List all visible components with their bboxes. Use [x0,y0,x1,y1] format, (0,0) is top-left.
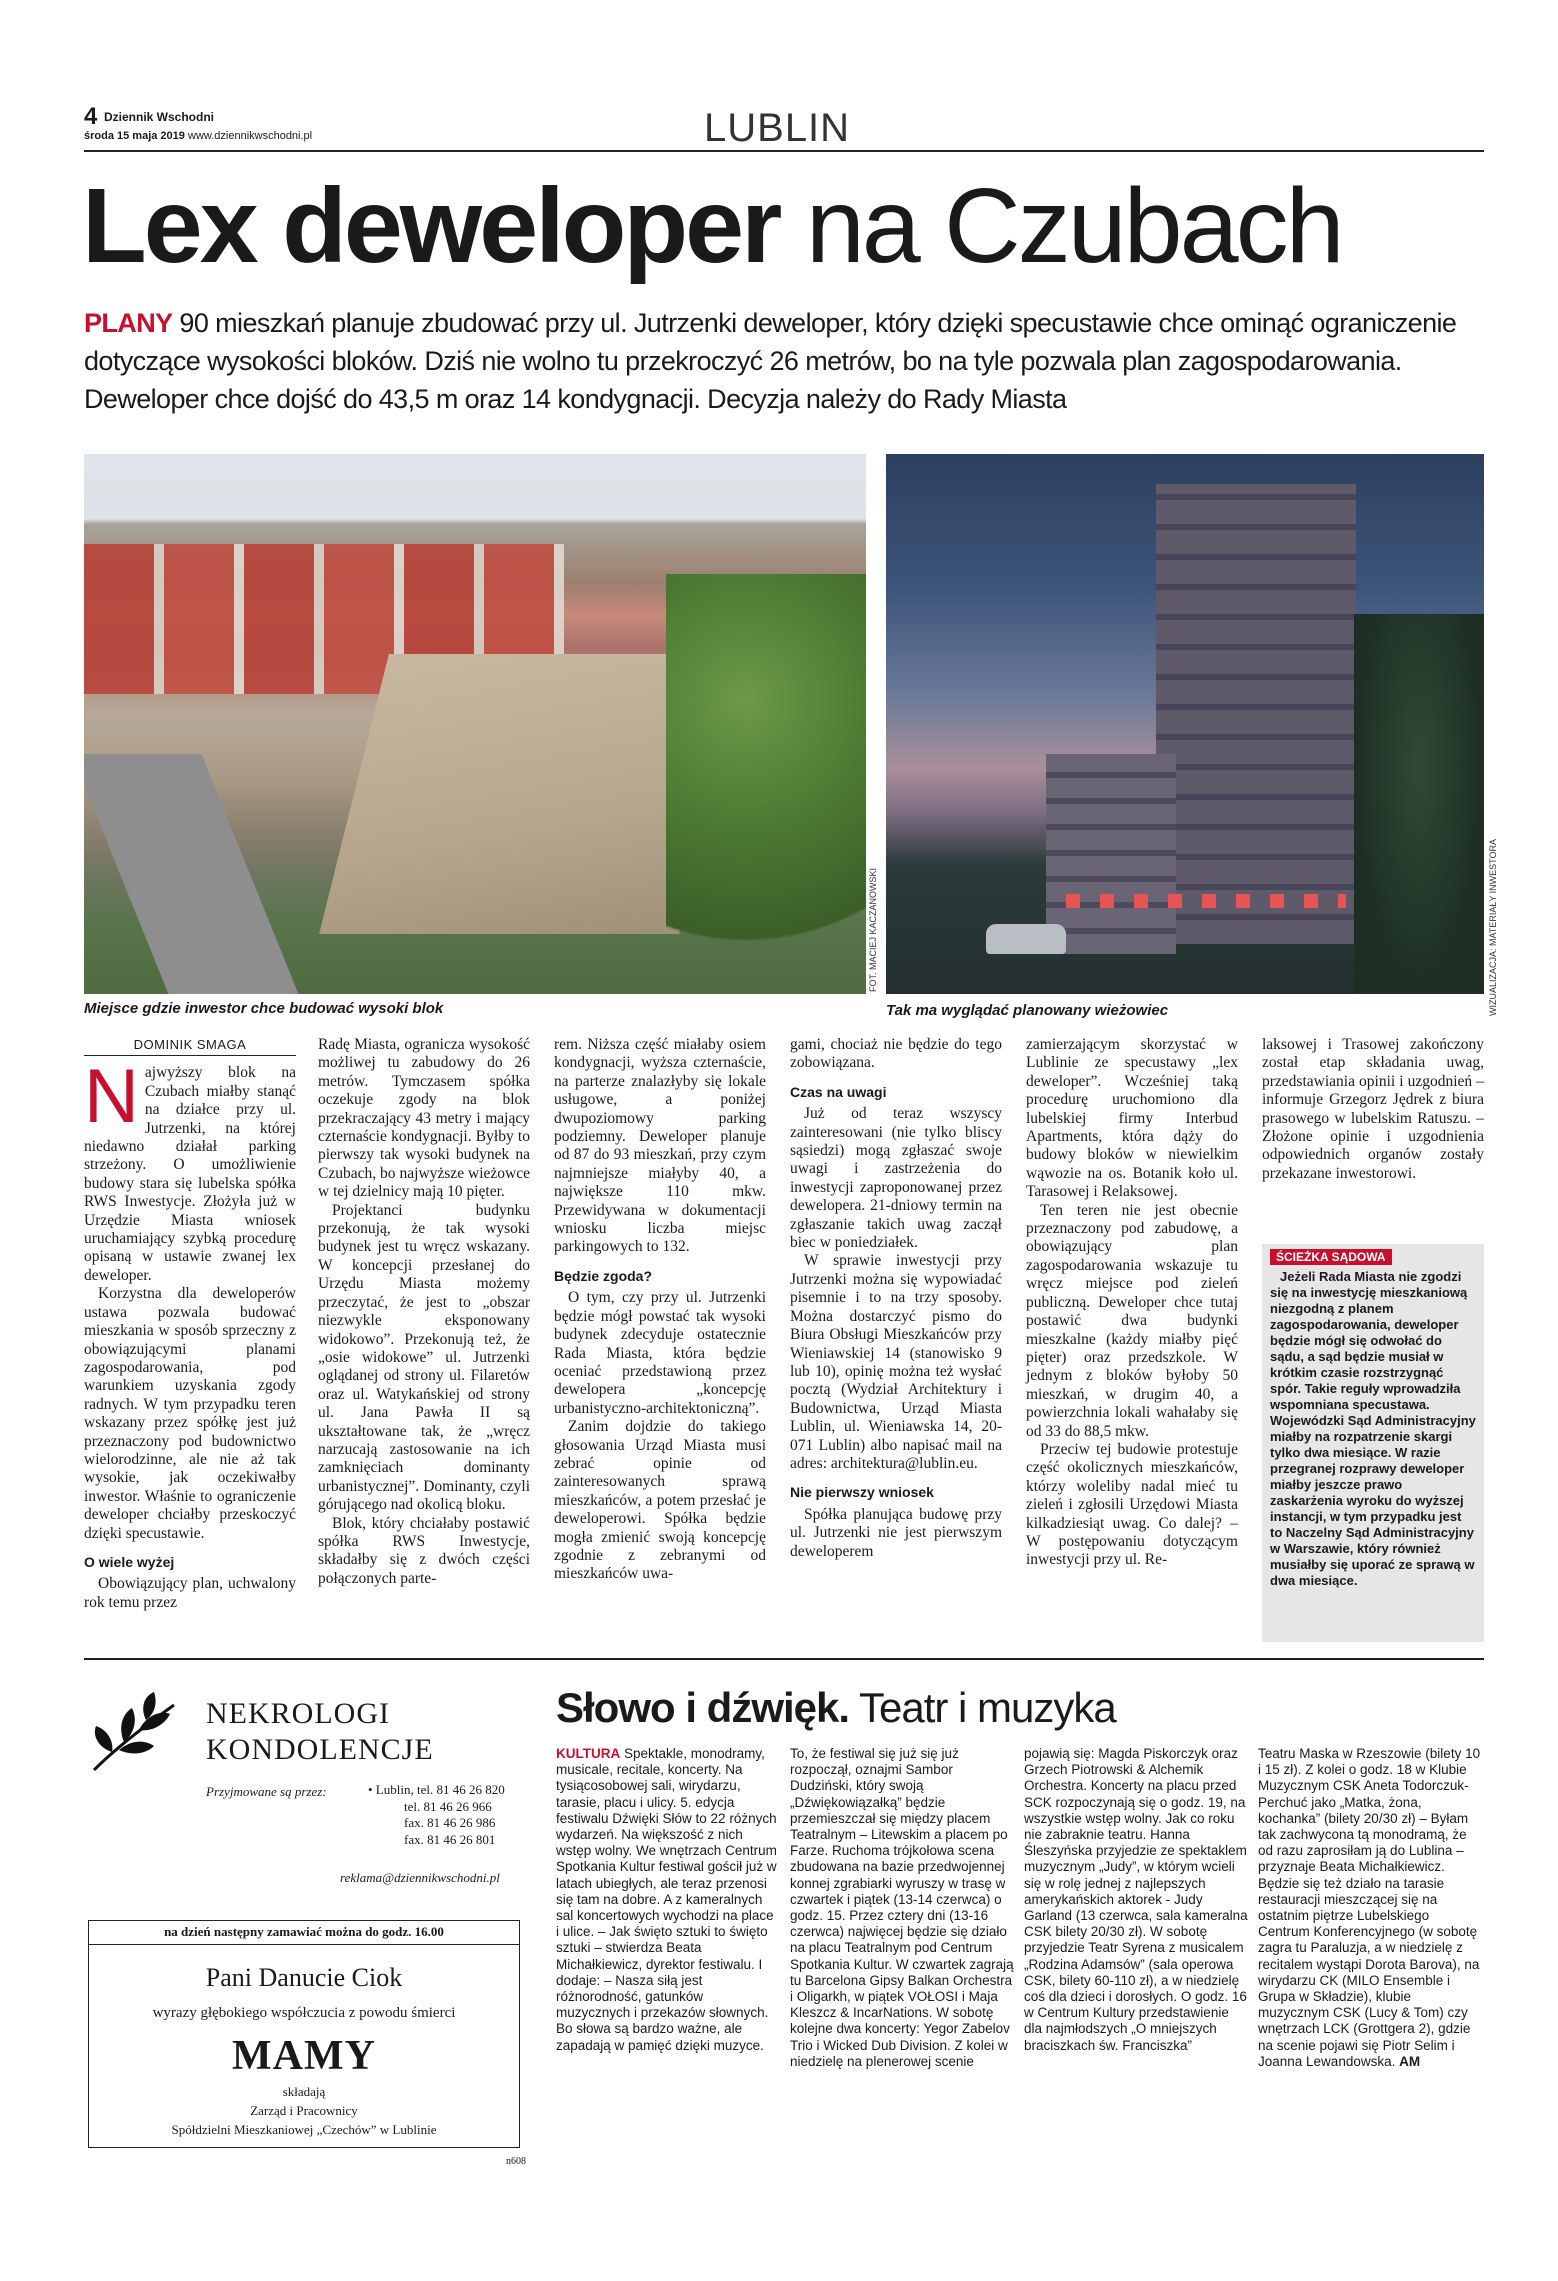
paragraph: Przeciw tej budowie protestuje część okolicznych mieszkańców, którzy woleliby nadal mieć tu zieleń i zgłosili Urzędowi Miasta kilkadziesiąt uwag. Co dalej? – W postępowaniu dotyczącym inwestycji przy ul. Re- [1026,1440,1238,1569]
subheading: Będzie zgoda? [554,1267,653,1284]
lead-text: 90 mieszkań planuje zbudować przy ul. Jutrzenki deweloper, który dzięki specustawie chce ominąć ograniczenie dotyczące wysokości bloków. Dziś nie wolno tu przekroczyć 26 metrów, bo na tyle pozwala plan zagospodarowania. Deweloper chce dojść do 43,5 m oraz 14 kondygnacji. Decyzja należy do Rady Miasta [84,308,1457,414]
condolence-sklada: składają [282,2084,326,2099]
photo-caption-right: Tak ma wyglądać planowany wieżowiec [886,1002,1169,1019]
byline: DOMINIK SMAGA [84,1036,296,1056]
photo-detail-road [84,754,307,994]
culture-column-1 [556,1746,780,2054]
culture-signature: AM [1399,2053,1421,2069]
culture-headline-normal: Teatr i muzyka [858,1684,1116,1731]
photo-parking-lot [84,454,866,994]
paragraph: O tym, czy przy ul. Jutrzenki będzie mógł powstać tak wysoki budynek zdecyduje ostatecznie Rada Miasta, która będzie oceniać przedstawioną przez dewelopera „koncepcję urbanistyczno-architektoniczną”. [554,1289,766,1417]
paragraph: Ten teren nie jest obecnie przeznaczony pod zabudowę, a obowiązujący plan zagospodarowania wskazuje tu wręcz miejsce pod zieleń publiczną. Deweloper chce tutaj postawić dwa budynki mieszkalne (każdy miałby pięć pięter) oraz przedszkole. W jednym z bloków byłoby 50 mieszkań, w drugim 40, a powierzchnia lokali wahałaby się od 33 do 88,5 mkw. [1026,1201,1238,1440]
paragraph: laksowej i Trasowej zakończony został etap składania uwag, przedstawiania opinii i uzgodnień – informuje Grzegorz Jędrek z biura prasowego w lubelskim Ratuszu. – Złożone opinie i uzgodnienia odpowiednich organów zostały przekazane inwestorowi. [1262,1036,1484,1182]
article-column-4 [790,1036,1002,1561]
photo-detail-car [986,924,1066,954]
article-column-2 [318,1036,530,1588]
paragraph: rem. Niższa część miałaby osiem kondygnacji, wyższa czternaście, na parterze znalazłyby się lokale usługowe, a poniżej dwupoziomowy parking podziemny. Deweloper planuje od 87 do 93 mieszkań, przy czym najmniejsze miałyby 40, a największe 110 mkw. Przewidywana w dokumentacji wniosku liczba miejsc parkingowych to 132. [554,1036,766,1256]
dropcap: N [84,1054,139,1140]
culture-headline-bold: Słowo i dźwięk. [556,1684,850,1731]
paragraph: Projektanci budynku przekonują, że tak wysoki budynek jest tu wręcz wskazany. W koncepcji przesłanej do Urzędu Miasta możemy przeczytać, że jest to „obszar niezwykle eksponowany widokowo”. Przekonują też, że „osie widokowe” ul. Jutrzenki oglądanej od strony ul. Filaretów oraz ul. Watykańskiej od strony ul. Jana Pawła II są ukształtowane tak, że „wręcz narzucają zastosowanie na ich zamknięciach dominanty urbanistycznej”. Dominanty, czyli górującego nad okolicą bloku. [318,1201,530,1514]
paragraph: W sprawie inwestycji przy Jutrzenki można się wypowiadać pisemnie i to na trzy sposoby. Można dostarczyć pismo do Biura Obsługi Mieszkańców przy Wieniawskiej 14 (stanowisko 9 lub 10), opinię można też wysłać pocztą (Wydział Architektury i Budownictwa, Urząd Miasta Lublin, ul. Wieniawska 14, 20-071 Lublin) albo napisać mail na adres: architektura@lublin.eu. [790,1252,1002,1472]
obituary-accepted-label: Przyjmowane są przez: [206,1784,327,1799]
obituary-title-line-2: KONDOLENCJE [206,1733,434,1766]
obituary-phones [368,1782,505,1848]
photo-detail-tower [1156,484,1356,944]
condolence-text: wyrazy głębokiego współczucia z powodu śmierci [152,2005,456,2021]
sidebox-tag: ŚCIEŻKA SĄDOWA [1270,1249,1392,1265]
leaf-ornament-icon [84,1690,184,1780]
order-note: na dzień następny zamawiać można do godz. 16.00 [89,1921,519,1945]
phone-line: fax. 81 46 26 801 [404,1831,496,1847]
culture-text: Spektakle, monodramy, musicale, recitale, koncerty. Na tysiącosobowej sali, wirydarzu, tarasie, placu i ulicy. 5. edycja festiwalu Dźwięki Słów to 22 różnych wydarzeń. Na większość z nich wstęp wolny. We wnętrzach Centrum Spotkania Kultur festiwal gościł już w latach ubiegłych, ale teraz przenosi się tam na dobre. A z kameralnych sal koncertowych wychodzi na place i ulice. – Jak święto sztuki to święto sztuki – stwierdza Beata Michałkiewicz, dyrektor festiwalu. I dodaje: – Nasza siłą jest różnorodność, gatunków muzycznych i przekazów słownych. Bo słowa są bardzo ważne, ale zapadają w pamięć dzięki muzyce. [556,1746,777,2053]
paragraph: gami, chociaż nie będzie do tego zobowiązana. [790,1036,1002,1072]
condolence-coop: Spółdzielni Mieszkaniowej „Czechów” w Lublinie [171,2122,437,2137]
masthead [84,103,1484,152]
culture-column-2 [790,1746,1014,2070]
photo-caption-left: Miejsce gdzie inwestor chce budować wysoki blok [84,1000,444,1017]
culture-kicker: KULTURA [556,1746,621,1761]
culture-text: To, że festiwal się już się już rozpoczął, oznajmi Sambor Dudziński, który swoją „Dźwiękowiązałką” będzie przemieszczał się między placem Teatralnym – Litewskim a placem po Farze. Ruchoma trójkołowa scena zbudowana na bazie przedwojennej konnej zgrabiarki wyruszy w trasę w czwartek i piątek (13-14 czerwca) o godz. 15. Przez cztery dni (13-16 czerwca) najwięcej będzie się działo na placu Teatralnym pod Centrum Spotkania Kultur. W czwartek zagrają tu Barcelona Gipsy Balkan Orchestra i Oligarkh, w piątek VOŁOSI i Maja Kleszcz & IncarNations. W sobotę kolejne dwa koncerty: Yegor Zabelov Trio i Wicked Dub Division. Z kolei w niedzielę na plenerowej scenie [790,1746,1014,2069]
photo-detail-lower-block [1046,754,1176,954]
header-rule [84,150,1484,152]
sidebox-court-path [1262,1244,1484,1642]
culture-text: Teatru Maska w Rzeszowie (bilety 10 i 15 zł). Z kolei o godz. 18 w Klubie Muzycznym CSK Aneta Todorczuk-Perchuć jako „Matka, żona, kochanka” (bilety 20/30 zł) – Byłam tak zachwycona tą monodramą, że od razu zaprosiłam ją do Lublina – przyznaje Beata Michałkiewicz. Będzie się też działo na tarasie restauracji mieszczącej się na ostatnim piętrze Lubelskiego Centrum Konferencyjnego (w sobotę zagra tu Paraluzja, a w niedzielę z recitalem wystąpi Dorota Barova), na wirydarzu CK (MILO Ensemble i Grupa w Składzie), klubie muzycznym CSK (Lucy & Tom) czy wnętrzach LCK (Grottgera 2), gdzie na scenie pojawi się Piotr Selim i Joanna Lewandowska. [1258,1746,1481,2069]
page-number: 4 [84,103,98,130]
subheading: Nie pierwszy wniosek [790,1484,934,1501]
article-column-3 [554,1036,766,1584]
obituary-title [206,1696,434,1768]
paper-name: Dziennik Wschodni [104,110,215,124]
subheading: O wiele wyżej [84,1553,175,1570]
obituary-email[interactable]: reklama@dziennikwschodni.pl [340,1870,500,1885]
section-title: LUBLIN [704,106,851,150]
condolence-board: Zarząd i Pracownicy [250,2103,358,2118]
paragraph: Spółka planująca budowę przy ul. Jutrzenki nie jest pierwszym deweloperem [790,1505,1002,1560]
condolence-notice [88,1920,520,2148]
condolence-recipient: Pani Danucie Ciok [205,1963,403,1992]
phone-line: tel. 81 46 26 966 [404,1798,492,1814]
photo-detail-lights [1066,894,1346,908]
paragraph: Blok, który chciałaby postawić spółka RWS Inwestycje, składałby się z dwóch części połączonych parte- [318,1514,530,1587]
paragraph: Radę Miasta, ogranicza wysokość możliwej tu zabudowy do 26 metrów. Tymczasem spółka oczekuje zgody na blok przekraczający 43 metry i mający czternaście kondygnacji. Byłby to pierwszy tak wysoki budynek na Czubach, bo najwyższe wieżowce w tej dzielnicy mają 10 pięter. [318,1036,530,1201]
paragraph: zamierzającym skorzystać w Lublinie ze specustawy „lex deweloper”. Wcześniej taką procedurę uruchomiono dla lubelskiej firmy Interbud Apartments, która dąży do budowy bloków w niewielkim wąwozie na os. Botanik koło ul. Tarasowej i Relaksowej. [1026,1036,1238,1201]
article-column-1 [84,1036,296,1612]
issue-date: środa 15 maja 2019 [84,130,185,142]
paragraph: ajwyższy blok na Czubach miałby stanąć na działce przy ul. Jutrzenki, na której niedawno działał parking strzeżony. O umożliwienie budowy stara się lubelska spółka RWS Inwestycje. Złożyła już w Urzędzie Miasta wniosek uruchamiający szybką procedurę opisaną w ustawie zwanej lex deweloper. [84,1064,296,1284]
paragraph: Już od teraz wszyscy zainteresowani (nie tylko bliscy sąsiedzi) mogą zgłaszać swoje uwagi i zastrzeżenia do inwestycji zaproponowanej przez dewelopera. 21-dniowy termin na zgłaszanie takich uwag zaczął biec w poniedziałek. [790,1105,1002,1252]
headline-bold: Lex deweloper [82,167,780,285]
headline-normal: na Czubach [805,167,1342,285]
photo-tower-visualization [886,454,1484,994]
phone-line: fax. 81 46 26 986 [404,1815,496,1830]
paper-url[interactable]: www.dziennikwschodni.pl [188,130,313,142]
culture-column-4 [1258,1746,1482,2070]
subheading: Czas na uwagi [790,1083,887,1100]
photo-detail-trees [666,574,866,994]
article-headline [82,168,1502,284]
lead-kicker: PLANY [84,308,173,338]
obituary-title-line-1: NEKROLOGI [206,1697,390,1730]
photo-credit-right: WIZUALIZACJA: MATERIAŁY INWESTORA [1488,838,1498,1016]
condolence-deceased: MAMY [232,2033,376,2079]
article-column-6 [1262,1036,1484,1183]
sidebox-text: Jeżeli Rada Miasta nie zgodzi się na inwestycję mieszkaniową niezgodną z planem zagospodarowania, deweloper będzie mógł się odwołać do sądu, a sąd będzie musiał w krótkim czasie rozstrzygnąć spór. Takie reguły wprowadziła wspomniana specustawa. Wojewódzki Sąd Administracyjny miałby na rozpatrzenie skargi tylko dwa miesiące. W razie przegranej rozprawy deweloper miałby jeszcze prawo zaskarżenia wyroku do wyższej instancji, w tym przypadku jest to Naczelny Sąd Administracyjny w Warszawie, który również musiałby się uporać ze sprawą w dwa miesiące. [1270,1269,1476,1588]
ad-code: n608 [506,2156,526,2167]
paragraph: Obowiązujący plan, uchwalony rok temu przez [84,1575,296,1611]
culture-headline [556,1684,1116,1732]
article-lead [84,304,1484,418]
article-column-5 [1026,1036,1238,1570]
section-divider [84,1658,1484,1660]
photo-detail-trees-dark [1354,614,1484,994]
phone-line: • Lublin, tel. 81 46 26 820 [368,1782,505,1797]
photo-credit-left: FOT. MACIEJ KACZANOWSKI [868,867,878,992]
paragraph: Zanim dojdzie do takiego głosowania Urząd Miasta musi zebrać opinie od zainteresowanych sprawą mieszkańców, a potem przesłać je deweloperowi. Spółka będzie mogła zmienić swoją koncepcję zgodnie z zebranymi od mieszkańców uwa- [554,1418,766,1583]
culture-column-3 [1024,1746,1248,2054]
paragraph: Korzystna dla deweloperów ustawa pozwala budować mieszkania w sposób sprzeczny z obowiązującymi planami zagospodarowania, pod warunkiem uzyskania zgody radnych. W tym przypadku teren wskazany przez spółkę jest już przeznaczony pod budownictwo wielorodzinne, ale nie aż tak wysokie, jak oczekiwałby inwestor. Właśnie to ograniczenie deweloper chciałby przeskoczyć dzięki specustawie. [84,1285,296,1542]
culture-text: pojawią się: Magda Piskorczyk oraz Grzech Piotrowski & Alchemik Orchestra. Koncerty na placu przed SCK rozpoczynają się o godz. 19, na wszystkie wstęp wolny. Jak co roku nie zabraknie teatru. Hanna Śleszyńska przyjedzie ze spektaklem muzycznym „Judy”, w którym wcieli się w rolę jednej z najlepszych amerykańskich aktorek - Judy Garland (13 czerwca, sala kameralna CSK bilety 20/30 zł). W sobotę przyjedzie Teatr Syrena z musicalem „Rodzina Adamsów” (sala operowa CSK, bilety 60-110 zł), a w niedzielę coś dla dzieci i dorosłych. O godz. 16 w Centrum Kultury przedstawienie dla najmłodszych „O mniejszych braciszkach św. Franciszka” [1024,1746,1248,2053]
